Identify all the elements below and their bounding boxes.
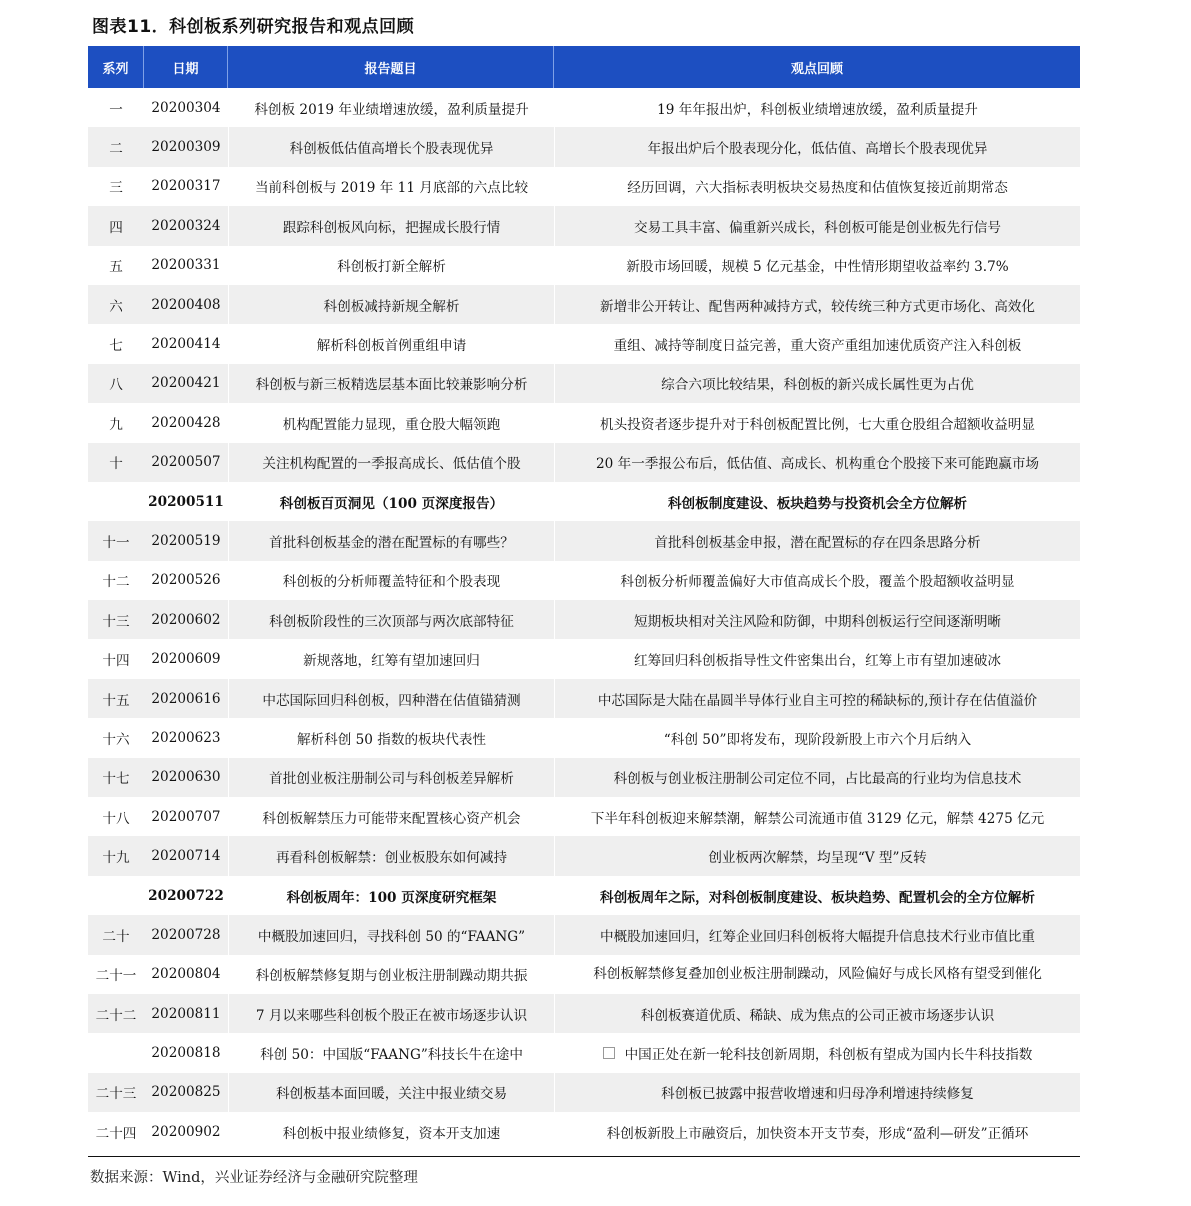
row-series: 十二 (102, 574, 130, 591)
row-view: 红筹回归科创板指导性文件密集出台，红筹上市有望加速破冰 (554, 639, 1080, 678)
row-series: 五 (109, 259, 123, 276)
row-report-title: 科创板的分析师覆盖特征和个股表现 (228, 561, 554, 600)
table-row (88, 246, 1080, 285)
row-date: 20200511 (148, 493, 224, 510)
row-date: 20200825 (151, 1084, 221, 1101)
row-series: 十九 (102, 850, 130, 867)
table-row (88, 443, 1080, 482)
row-date: 20200331 (151, 257, 221, 274)
row-date: 20200317 (151, 178, 221, 195)
table-row (88, 364, 1080, 403)
table-row (88, 994, 1080, 1033)
row-report-title: 当前科创板与 2019 年 11 月底部的六点比较 (228, 167, 554, 206)
row-report-title: 科创板与新三板精选层基本面比较兼影响分析 (228, 364, 554, 403)
row-report-title: 科创板解禁压力可能带来配置核心资产机会 (228, 797, 554, 836)
row-report-title: 解析科创 50 指数的板块代表性 (228, 718, 554, 757)
row-date: 20200714 (151, 848, 221, 865)
row-view: 科创板周年之际，对科创板制度建设、板块趋势、配置机会的全方位解析 (554, 876, 1080, 915)
row-date: 20200602 (151, 611, 221, 628)
row-date: 20200519 (151, 532, 221, 549)
row-view: 19 年年报出炉，科创板业绩增速放缓，盈利质量提升 (554, 88, 1080, 127)
row-date: 20200902 (151, 1123, 221, 1140)
table-row (88, 1073, 1080, 1112)
row-report-title: 科创板减持新规全解析 (228, 285, 554, 324)
row-view: 综合六项比较结果，科创板的新兴成长属性更为占优 (554, 364, 1080, 403)
row-report-title: 科创板低估值高增长个股表现优异 (228, 127, 554, 166)
row-view: “科创 50”即将发布，现阶段新股上市六个月后纳入 (554, 718, 1080, 757)
row-report-title: 再看科创板解禁：创业板股东如何减持 (228, 836, 554, 875)
table-header (88, 46, 1080, 88)
table-row (88, 1112, 1080, 1151)
row-series: 九 (109, 416, 123, 433)
row-view: 新增非公开转让、配售两种减持方式，较传统三种方式更市场化、高效化 (554, 285, 1080, 324)
row-view: 机头投资者逐步提升对于科创板配置比例，七大重仓股组合超额收益明显 (554, 403, 1080, 442)
table-row (88, 324, 1080, 363)
row-view: 新股市场回暖，规模 5 亿元基金，中性情形期望收益率约 3.7% (554, 246, 1080, 285)
row-series: 十五 (102, 692, 130, 709)
row-report-title: 7 月以来哪些科创板个股正在被市场逐步认识 (228, 994, 554, 1033)
row-date: 20200616 (151, 690, 221, 707)
row-date: 20200304 (151, 99, 221, 116)
table-row (88, 206, 1080, 245)
row-date: 20200414 (151, 336, 221, 353)
table-body (88, 88, 1080, 1152)
row-series: 二十三 (95, 1086, 137, 1103)
table-row (88, 836, 1080, 875)
row-series: 十八 (102, 810, 130, 827)
row-date: 20200728 (151, 926, 221, 943)
row-view: 交易工具丰富、偏重新兴成长，科创板可能是创业板先行信号 (554, 206, 1080, 245)
row-report-title: 首批科创板基金的潜在配置标的有哪些？ (228, 521, 554, 560)
table-row (88, 600, 1080, 639)
row-view: 首批科创板基金申报，潜在配置标的存在四条思路分析 (554, 521, 1080, 560)
row-series: 三 (109, 180, 123, 197)
row-series: 十七 (102, 771, 130, 788)
row-report-title: 科创板百页洞见（100 页深度报告） (228, 482, 554, 521)
table-row (88, 955, 1080, 994)
row-view: 中芯国际是大陆在晶圆半导体行业自主可控的稀缺标的,预计存在估值溢价 (554, 679, 1080, 718)
header-series: 系列 (88, 46, 144, 88)
row-view: 科创板解禁修复叠加创业板注册制躁动，风险偏好与成长风格有望受到催化 (554, 955, 1080, 994)
table-row (88, 639, 1080, 678)
table-row (88, 561, 1080, 600)
row-date: 20200722 (148, 887, 224, 904)
row-report-title: 中概股加速回归，寻找科创 50 的“FAANG” (228, 915, 554, 954)
table-row (88, 127, 1080, 166)
row-series: 十六 (102, 731, 130, 748)
table-bottom-rule (88, 1156, 1080, 1157)
row-view: 科创板与创业板注册制公司定位不同，占比最高的行业均为信息技术 (554, 758, 1080, 797)
table-row (88, 285, 1080, 324)
row-report-title: 科创 50：中国版“FAANG”科技长牛在途中 (228, 1033, 554, 1072)
row-date: 20200324 (151, 217, 221, 234)
table-row (88, 482, 1080, 521)
row-view: 科创板分析师覆盖偏好大市值高成长个股，覆盖个股超额收益明显 (554, 561, 1080, 600)
row-series: 二十 (102, 928, 130, 945)
row-series: 十 (109, 456, 123, 473)
row-report-title: 跟踪科创板风向标，把握成长股行情 (228, 206, 554, 245)
row-report-title: 科创板周年：100 页深度研究框架 (228, 876, 554, 915)
row-view-text: 中国正处在新一轮科技创新周期，科创板有望成为国内长牛科技指数 (624, 1047, 1033, 1064)
row-series: 二十二 (95, 1007, 137, 1024)
row-view: 20 年一季报公布后，低估值、高成长、机构重仓个股接下来可能跑赢市场 (554, 443, 1080, 482)
row-report-title: 科创板 2019 年业绩增速放缓，盈利质量提升 (228, 88, 554, 127)
row-view: 短期板块相对关注风险和防御，中期科创板运行空间逐渐明晰 (554, 600, 1080, 639)
row-date: 20200623 (151, 729, 221, 746)
table-row (88, 876, 1080, 915)
row-series (88, 482, 144, 521)
row-series: 八 (109, 377, 123, 394)
row-view: 中概股加速回归，红筹企业回归科创板将大幅提升信息技术行业市值比重 (554, 915, 1080, 954)
row-report-title: 解析科创板首例重组申请 (228, 324, 554, 363)
row-date: 20200818 (151, 1045, 221, 1062)
row-view: 科创板赛道优质、稀缺、成为焦点的公司正被市场逐步认识 (554, 994, 1080, 1033)
row-series: 七 (109, 338, 123, 355)
row-view: 科创板制度建设、板块趋势与投资机会全方位解析 (554, 482, 1080, 521)
row-report-title: 科创板基本面回暖，关注中报业绩交易 (228, 1073, 554, 1112)
checkbox-glyph-icon (603, 1047, 615, 1059)
table-row (88, 915, 1080, 954)
row-report-title: 科创板解禁修复期与创业板注册制躁动期共振 (228, 955, 554, 994)
row-series: 六 (109, 298, 123, 315)
row-date: 20200309 (151, 139, 221, 156)
row-series: 二十四 (95, 1125, 137, 1142)
header-date: 日期 (144, 46, 228, 88)
row-series: 四 (109, 219, 123, 236)
row-view (554, 1033, 1080, 1072)
table-row (88, 718, 1080, 757)
header-report-title: 报告题目 (228, 46, 554, 88)
row-series (88, 876, 144, 915)
row-date: 20200408 (151, 296, 221, 313)
row-view: 科创板新股上市融资后，加快资本开支节奏，形成“盈利—研发”正循环 (554, 1112, 1080, 1151)
table-row (88, 167, 1080, 206)
row-series: 一 (109, 101, 123, 118)
row-series: 二十一 (95, 968, 137, 985)
row-date: 20200428 (151, 414, 221, 431)
row-series: 二 (109, 141, 123, 158)
row-date: 20200707 (151, 808, 221, 825)
row-view: 创业板两次解禁，均呈现“V 型”反转 (554, 836, 1080, 875)
row-view: 下半年科创板迎来解禁潮，解禁公司流通市值 3129 亿元，解禁 4275 亿元 (554, 797, 1080, 836)
table-row (88, 403, 1080, 442)
row-series: 十一 (102, 534, 130, 551)
row-report-title: 首批创业板注册制公司与科创板差异解析 (228, 758, 554, 797)
row-series: 十三 (102, 613, 130, 630)
table-row (88, 679, 1080, 718)
row-view: 科创板已披露中报营收增速和归母净利增速持续修复 (554, 1073, 1080, 1112)
table-row (88, 758, 1080, 797)
data-source-note: 数据来源：Wind，兴业证券经济与金融研究院整理 (90, 1170, 418, 1186)
row-report-title: 科创板阶段性的三次顶部与两次底部特征 (228, 600, 554, 639)
row-view: 经历回调，六大指标表明板块交易热度和估值恢复接近前期常态 (554, 167, 1080, 206)
row-date: 20200609 (151, 651, 221, 668)
table-row (88, 1033, 1080, 1072)
row-date: 20200630 (151, 769, 221, 786)
row-series: 十四 (102, 653, 130, 670)
row-report-title: 新规落地，红筹有望加速回归 (228, 639, 554, 678)
row-series (88, 1033, 144, 1072)
row-date: 20200804 (151, 966, 221, 983)
table-row (88, 88, 1080, 127)
header-view-review: 观点回顾 (790, 61, 843, 77)
row-report-title: 关注机构配置的一季报高成长、低估值个股 (228, 443, 554, 482)
figure-title: 图表11．科创板系列研究报告和观点回顾 (92, 17, 415, 37)
row-report-title: 中芯国际回归科创板，四种潜在估值锚猜测 (228, 679, 554, 718)
table-row (88, 521, 1080, 560)
row-report-title: 科创板中报业绩修复，资本开支加速 (228, 1112, 554, 1151)
row-date: 20200526 (151, 572, 221, 589)
row-date: 20200811 (151, 1005, 221, 1022)
row-report-title: 科创板打新全解析 (228, 246, 554, 285)
row-view: 年报出炉后个股表现分化，低估值、高增长个股表现优异 (554, 127, 1080, 166)
table-row (88, 797, 1080, 836)
row-view: 重组、减持等制度日益完善，重大资产重组加速优质资产注入科创板 (554, 324, 1080, 363)
row-report-title: 机构配置能力显现，重仓股大幅领跑 (228, 403, 554, 442)
row-date: 20200421 (151, 375, 221, 392)
row-date: 20200507 (151, 454, 221, 471)
